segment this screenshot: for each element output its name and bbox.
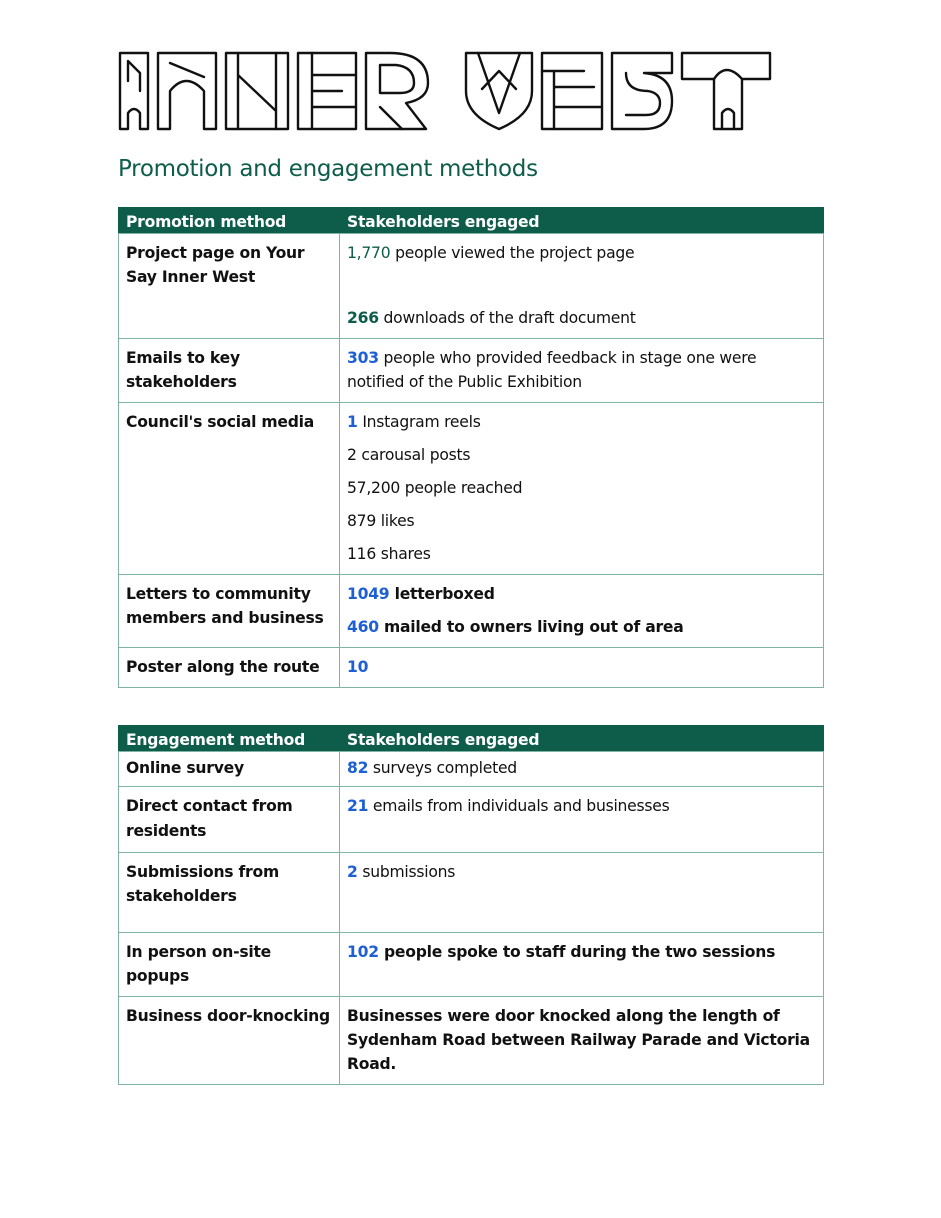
stat-number: 460 xyxy=(347,618,379,636)
stakeholders-cell xyxy=(340,933,824,997)
method-cell: Business door-knocking xyxy=(119,997,340,1085)
stat-number: 10 xyxy=(347,658,369,676)
stat-line: 57,200 people reached xyxy=(347,479,523,497)
table-row xyxy=(119,234,824,339)
stat-line xyxy=(347,582,816,606)
method-cell: Letters to community members and business xyxy=(119,575,340,648)
stakeholders-cell xyxy=(340,403,824,575)
method-cell: Council's social media xyxy=(119,403,340,575)
stat-text: people who provided feedback in stage one were notified of the Public Exhibition xyxy=(347,349,757,391)
table-header-row xyxy=(119,208,824,234)
stakeholders-cell xyxy=(340,752,824,787)
page-title: Promotion and engagement methods xyxy=(118,156,538,182)
promotion-methods-table xyxy=(118,207,824,688)
stat-number: 82 xyxy=(347,759,369,777)
stat-number: 1,770 xyxy=(347,244,391,262)
method-cell: Online survey xyxy=(119,752,340,787)
table-row xyxy=(119,403,824,575)
stat-line xyxy=(347,410,816,434)
stakeholders-cell xyxy=(340,648,824,688)
inner-west-logo xyxy=(118,51,772,131)
method-cell: Project page on Your Say Inner West xyxy=(119,234,340,339)
table-row xyxy=(119,339,824,403)
inner-west-wordmark xyxy=(118,51,772,131)
stat-text: people spoke to staff during the two sessions xyxy=(384,943,776,961)
stat-number: 21 xyxy=(347,797,369,815)
stat-line xyxy=(347,306,816,330)
stat-number: 102 xyxy=(347,943,379,961)
stat-line: 116 shares xyxy=(347,545,431,563)
stat-line: 2 carousal posts xyxy=(347,446,471,464)
column-header: Stakeholders engaged xyxy=(340,208,824,234)
stat-text: submissions xyxy=(362,863,456,881)
column-header: Stakeholders engaged xyxy=(340,726,824,752)
table-row xyxy=(119,997,824,1085)
stat-number: 303 xyxy=(347,349,379,367)
stat-text: surveys completed xyxy=(372,759,517,777)
method-cell: In person on-site popups xyxy=(119,933,340,997)
method-cell: Poster along the route xyxy=(119,648,340,688)
stat-text: letterboxed xyxy=(394,585,495,603)
stakeholders-cell xyxy=(340,339,824,403)
table-row xyxy=(119,853,824,933)
engagement-methods-table xyxy=(118,725,824,1085)
stat-line xyxy=(347,241,816,265)
column-header: Promotion method xyxy=(119,208,340,234)
stat-text: emails from individuals and businesses xyxy=(372,797,670,815)
table-row xyxy=(119,575,824,648)
stat-number: 266 xyxy=(347,309,379,327)
table-row xyxy=(119,787,824,853)
table-header-row xyxy=(119,726,824,752)
stat-text: people viewed the project page xyxy=(395,244,635,262)
stat-number: 2 xyxy=(347,863,358,881)
stakeholders-cell xyxy=(340,234,824,339)
method-cell: Direct contact from residents xyxy=(119,787,340,853)
table-row xyxy=(119,933,824,997)
stakeholders-cell xyxy=(340,787,824,853)
stat-text: mailed to owners living out of area xyxy=(384,618,684,636)
table-row xyxy=(119,648,824,688)
method-cell: Submissions from stakeholders xyxy=(119,853,340,933)
stat-line: 879 likes xyxy=(347,512,415,530)
stat-number: 1 xyxy=(347,413,358,431)
method-cell: Emails to key stakeholders xyxy=(119,339,340,403)
stat-number: 1049 xyxy=(347,585,390,603)
stat-text: downloads of the draft document xyxy=(383,309,636,327)
table-row xyxy=(119,752,824,787)
stakeholders-cell xyxy=(340,575,824,648)
column-header: Engagement method xyxy=(119,726,340,752)
stakeholders-cell: Businesses were door knocked along the length of Sydenham Road between Railway Parade and Victoria Road. xyxy=(340,997,824,1085)
stat-line xyxy=(347,615,816,639)
stat-text: Instagram reels xyxy=(362,413,481,431)
stakeholders-cell xyxy=(340,853,824,933)
